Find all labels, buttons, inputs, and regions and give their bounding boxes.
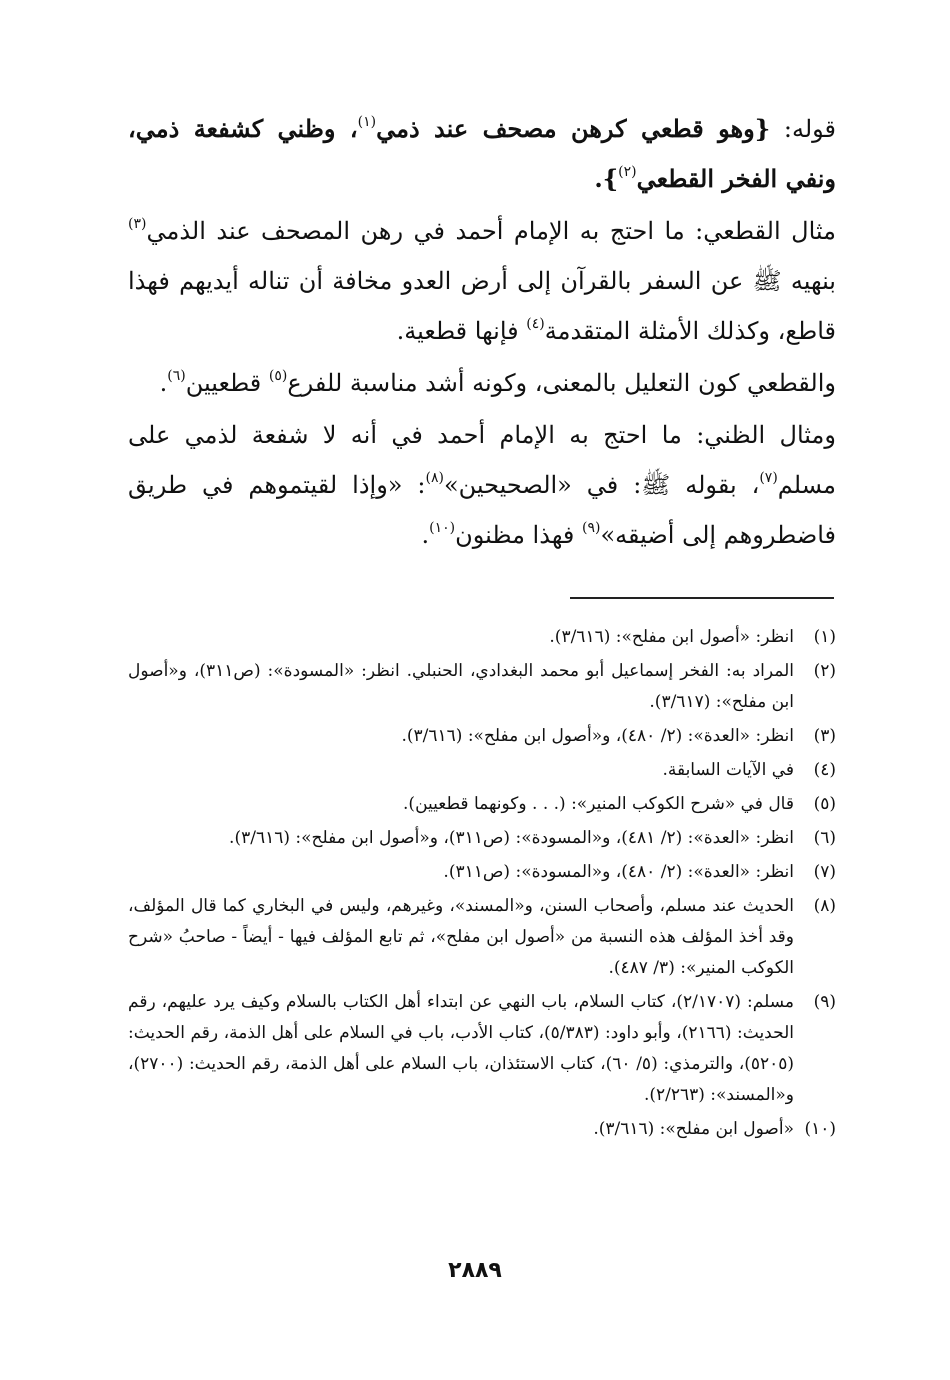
footnote-text: في الآيات السابقة.: [662, 760, 794, 780]
footnote-text: مسلم: (٢/١٧٠٧)، كتاب السلام، باب النهي عن ابتداء أهل الكتاب بالسلام وكيف يرد عليهم، رقم الحديث: (٢١٦٦)، وأبو داود: (٥/٣٨٣)، كتاب الأدب، باب في السلام على أهل الذمة، رقم الحديث: (٥٢٠٥)، والترمذي: (٥/ ٦٠)، كتاب الاستئذان، باب السلام على أهل الذمة، رقم الحديث: (٢٧٠٠)، و«المسند»: (٢/٢٦٣).: [128, 992, 794, 1105]
p1-quote: {وهو قطعي كرهن مصحف عند ذمي: [376, 114, 771, 143]
footnote-ref-5[interactable]: (٥): [268, 368, 288, 384]
footnote: [128, 656, 836, 718]
footnote: [128, 823, 836, 854]
footnote-number: (١): [813, 627, 836, 647]
footnote-number: (٩): [813, 992, 836, 1012]
footnote-number: (١٠): [804, 1119, 836, 1139]
footnote-number: (٦): [813, 828, 836, 848]
footnote-number: (٢): [813, 661, 836, 681]
footnote-number: (٨): [813, 896, 836, 916]
paragraph-3: [128, 358, 836, 408]
p3-text-3: .: [159, 369, 168, 397]
footnote-number: (٧): [813, 862, 836, 882]
footnote-text: قال في «شرح الكوكب المنير»: (. . . وكونهما قطعيين).: [403, 794, 794, 814]
paragraph-2: [128, 206, 836, 356]
p4-text-4: فهذا مظنون: [455, 521, 582, 549]
footnote-separator: [570, 597, 834, 599]
footnote-text: المراد به: الفخر إسماعيل أبو محمد البغدادي، الحنبلي. انظر: «المسودة»: (ص٣١١)، و«أصول ابن مفلح»: (٣/٦١٧).: [128, 661, 794, 712]
paragraph-4: [128, 410, 836, 560]
footnote-ref-1[interactable]: (١): [357, 114, 377, 130]
footnote-number: (٥): [813, 794, 836, 814]
footnote-text: انظر: «أصول ابن مفلح»: (٣/٦١٦).: [549, 627, 794, 647]
p4-text-1: ومثال الظني: ما احتج به الإمام أحمد في أنه لا شفعة لذمي على مسلم: [128, 421, 836, 499]
p2-text-1: مثال القطعي: ما احتج به الإمام أحمد في رهن المصحف عند الذمي: [146, 217, 836, 245]
footnote-ref-2[interactable]: (٢): [618, 164, 637, 180]
p4-text-2: ، بقوله ﷺ: في «الصحيحين»: [443, 471, 760, 499]
footnote: [128, 1114, 836, 1145]
footnote-ref-8[interactable]: (٨): [425, 470, 444, 486]
p4-text-5: .: [421, 521, 430, 549]
footnotes: [128, 622, 836, 1145]
footnote-ref-6[interactable]: (٦): [167, 368, 186, 384]
footnote-ref-4[interactable]: (٤): [526, 316, 545, 332]
footnote: [128, 622, 836, 653]
footnote-ref-10[interactable]: (١٠): [429, 520, 456, 536]
footnote-ref-7[interactable]: (٧): [759, 470, 778, 486]
p3-text-2: قطعيين: [185, 369, 269, 397]
paragraph-1: [128, 104, 836, 204]
footnote: [128, 755, 836, 786]
p4-text-3: : «وإذا لقيتموهم في طريق فاضطروهم إلى أضيقه»: [128, 471, 836, 549]
footnote: [128, 891, 836, 984]
footnote-number: (٣): [813, 726, 836, 746]
page-number: ٢٨٨٩: [448, 1258, 502, 1283]
footnote-ref-9[interactable]: (٩): [581, 520, 601, 536]
footnote: [128, 789, 836, 820]
footnote: [128, 857, 836, 888]
p2-text-3: فإنها قطعية.: [396, 317, 527, 345]
p1-quote-2: ، وظني كشفعة ذمي، ونفي الفخر القطعي: [128, 114, 836, 193]
footnote-text: «أصول ابن مفلح»: (٣/٦١٦).: [593, 1119, 794, 1139]
p1-tail: }.: [594, 164, 619, 193]
footnote-text: انظر: «العدة»: (٢/ ٤٨٠)، و«أصول ابن مفلح»: (٣/٦١٦).: [401, 726, 794, 746]
footnote-text: الحديث عند مسلم، وأصحاب السنن، و«المسند»، وغيرهم، وليس في البخاري كما قال المؤلف، وقد أخذ المؤلف هذه النسبة من «أصول ابن مفلح»، ثم تابع المؤلف فيها - أيضاً - صاحبُ «شرح الكوكب المنير»: (٣/ ٤٨٧).: [128, 896, 794, 978]
footnote-number: (٤): [813, 760, 836, 780]
p2-text-2: بنهيه ﷺ عن السفر بالقرآن إلى أرض العدو مخافة أن تناله أيديهم فهذا قاطع، وكذلك الأمثلة المتقدمة: [128, 267, 836, 345]
footnote-text: انظر: «العدة»: (٢/ ٤٨٠)، و«المسودة»: (ص٣١١).: [443, 862, 794, 882]
main-text: [128, 104, 836, 560]
footnote: [128, 721, 836, 752]
p1-lead: قوله:: [770, 115, 837, 143]
footnote: [128, 987, 836, 1111]
footnote-ref-3[interactable]: (٣): [128, 216, 147, 232]
p3-text-1: والقطعي كون التعليل بالمعنى، وكونه أشد مناسبة للفرع: [287, 369, 836, 397]
footnote-text: انظر: «العدة»: (٢/ ٤٨١)، و«المسودة»: (ص٣١١)، و«أصول ابن مفلح»: (٣/٦١٦).: [229, 828, 794, 848]
